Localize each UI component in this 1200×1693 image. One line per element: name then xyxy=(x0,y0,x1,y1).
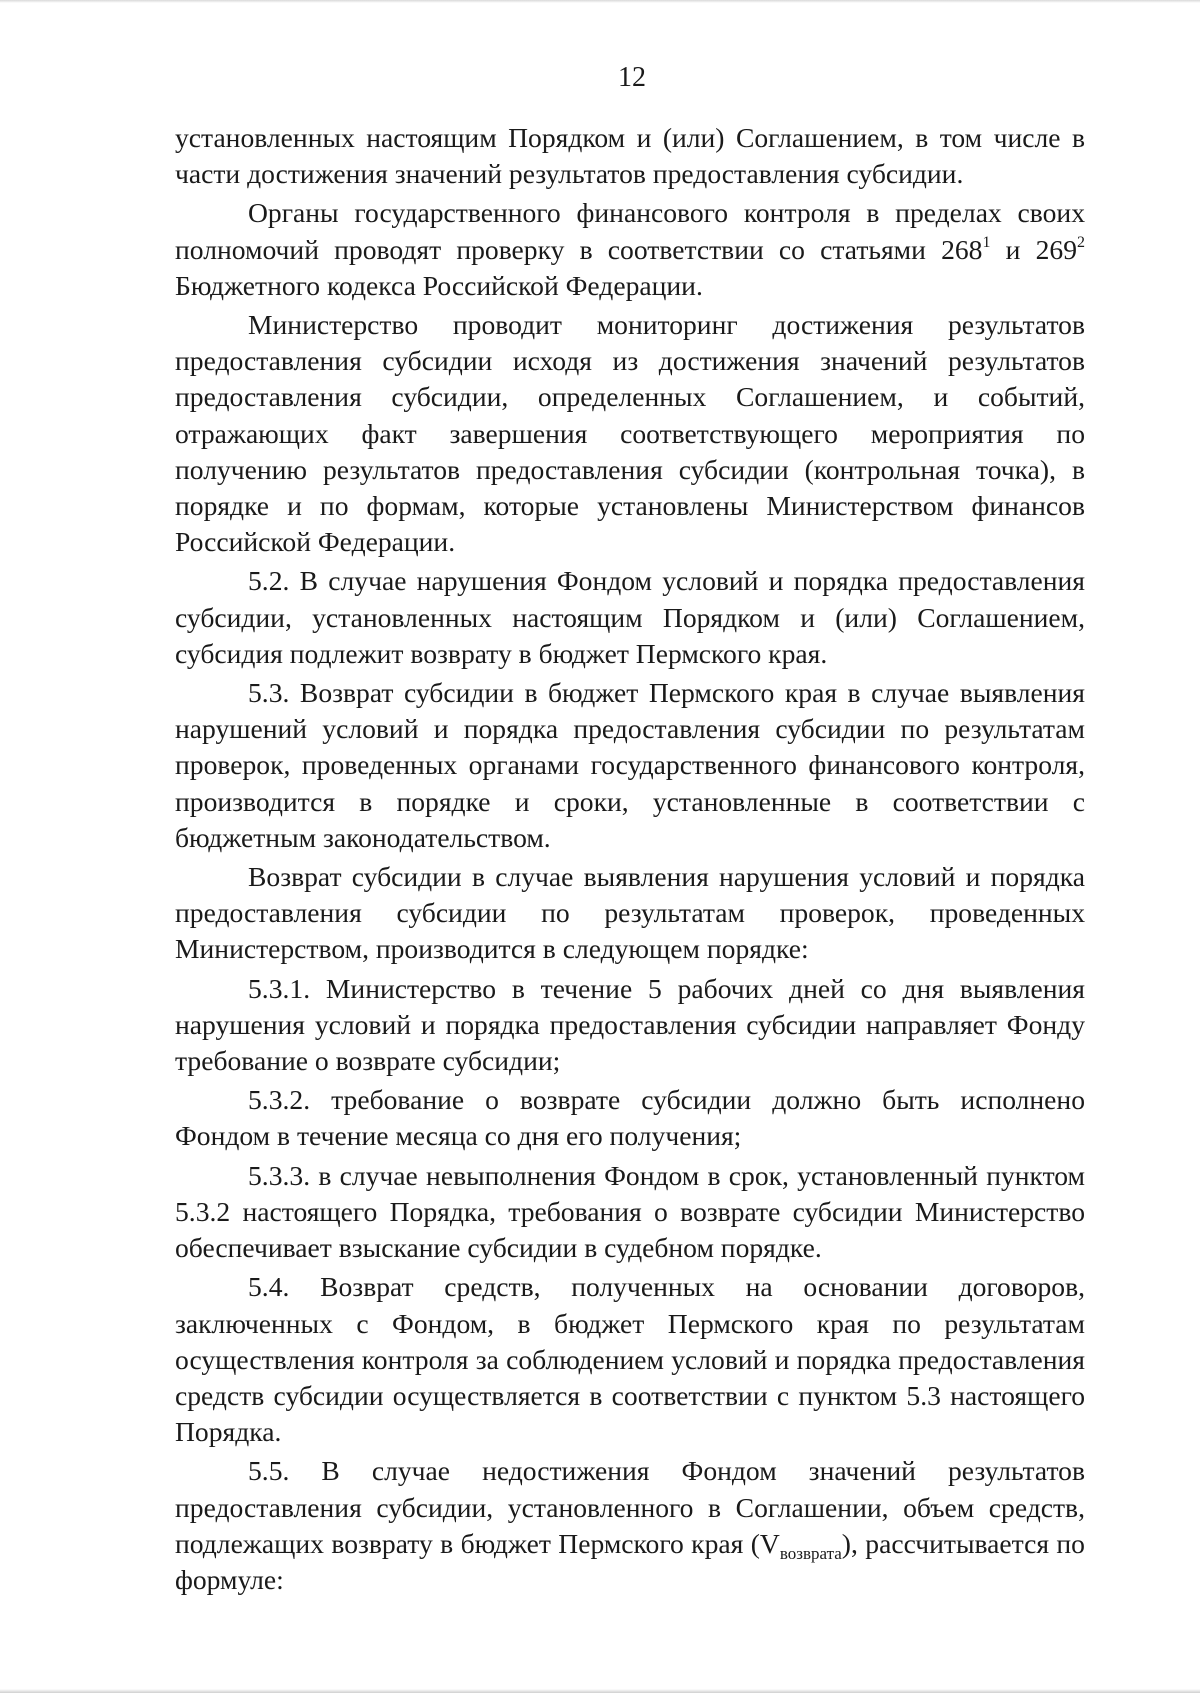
paragraph-5-2: 5.2. В случае нарушения Фондом условий и порядка предоставления субсидии, установленных настоящим Порядком и (или) Соглашением, субсидия подлежит возврату в бюджет Пермского края. xyxy=(175,565,1085,669)
subscript-return: возврата xyxy=(779,1543,842,1563)
paragraph-5-3-3: 5.3.3. в случае невыполнения Фондом в срок, установленный пунктом 5.3.2 настоящего Порядка, требования о возврате субсидии Министерство обеспечивает взыскание субсидии в судебном порядке. xyxy=(175,1159,1085,1264)
paragraph-return-procedure: Возврат субсидии в случае выявления нарушения условий и порядка предоставления субсидии по результатам проверок, проведенных Министерством, производится в следующем порядке: xyxy=(175,861,1085,965)
paragraph-monitoring: Министерство проводит мониторинг достижения результатов предоставления субсидии исходя из достижения значений результатов предоставления субсидии, определенных Соглашением, и событий, отражающих факт завершения соответствующего мероприятия по получению результатов предоставления субсидии (контрольная точка), в порядке и по формам, которые установлены Министерством финансов Российской Федерации. xyxy=(175,309,1085,558)
paragraph-continuation: установленных настоящим Порядком и (или) Соглашением, в том числе в части достижения значений результатов предоставления субсидии. xyxy=(175,122,1085,190)
scan-edge-top xyxy=(0,0,1200,3)
paragraph-text: и 269 xyxy=(990,233,1077,265)
paragraph-5-5 xyxy=(175,1453,1085,1598)
paragraph-text: Органы государственного финансового контроля в пределах своих полномочий проводят проверку в соответствии со статьями 268 xyxy=(175,197,1085,265)
paragraph-5-3: 5.3. Возврат субсидии в бюджет Пермского края в случае выявления нарушений условий и порядка предоставления субсидии по результатам проверок, проведенных органами государственного финансового контроля, производится в порядке и сроки, установленные в соответствии с бюджетным законодательством. xyxy=(175,677,1085,853)
paragraph-text: 5.5. В случае недостижения Фондом значений результатов предоставления субсидии, установленного в Соглашении, объем средств, подлежащих возврату в бюджет Пермского края (V xyxy=(175,1455,1085,1559)
superscript-2: 2 xyxy=(1077,233,1085,251)
paragraph-5-3-1: 5.3.1. Министерство в течение 5 рабочих дней со дня выявления нарушения условий и порядка предоставления субсидии направляет Фонду требование о возврате субсидии; xyxy=(175,972,1085,1077)
paragraph-5-3-2: 5.3.2. требование о возврате субсидии должно быть исполнено Фондом в течение месяца со дня его получения; xyxy=(175,1084,1085,1152)
superscript-1: 1 xyxy=(982,233,991,251)
paragraph-text: Бюджетного кодекса Российской Федерации. xyxy=(175,269,703,301)
paragraph-5-4: 5.4. Возврат средств, полученных на основании договоров, заключенных с Фондом, в бюджет Пермского края по результатам осуществления контроля за соблюдением условий и порядка предоставления средств субсидии осуществляется в соответствии с пунктом 5.3 настоящего Порядка. xyxy=(175,1271,1085,1448)
document-body xyxy=(175,120,1085,1601)
paragraph-financial-control xyxy=(175,195,1085,304)
scan-edge-bottom xyxy=(0,1689,1200,1693)
page-number: 12 xyxy=(618,62,646,93)
paragraph-text: ), рассчитывается по формуле: xyxy=(175,1527,1085,1595)
